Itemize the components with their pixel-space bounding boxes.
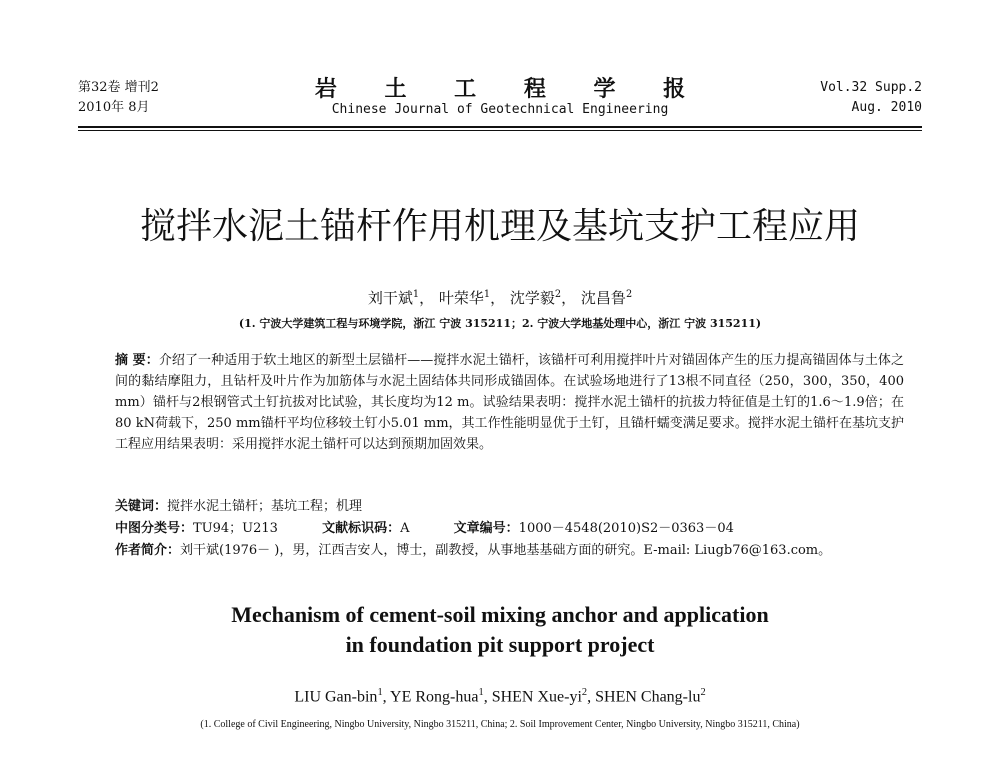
classification-line [115,519,904,539]
affiliation-cn: (1. 宁波大学建筑工程与环境学院，浙江 宁波 315211；2. 宁波大学地基处理中心，浙江 宁波 315211) [238,317,762,330]
volume-en: Vol.32 Supp.2 [820,80,922,95]
abstract-cn [115,350,904,455]
authors-en [0,683,1000,707]
clc-value: TU94；U213 [193,521,278,536]
author-en-1-sup: 1 [377,687,383,698]
author-en-1: LIU Gan-bin [294,688,378,706]
header-center [78,78,922,120]
author-en-3: SHEN Xue-yi [491,688,582,706]
paper-title-cn: 搅拌水泥土锚杆作用机理及基坑支护工程应用 [139,206,860,247]
author-separator: , [483,688,492,706]
author-en-2-sup: 1 [478,687,484,698]
author-separator: ， [490,289,506,307]
article-no-value: 1000－4548(2010)S2－0363－04 [518,521,734,536]
bio-text: 刘干斌(1976－ )，男，江西吉安人，博士，副教授，从事地基基础方面的研究。E-mail: Liugb76@163.com。 [180,543,832,558]
article-no-label: 文章编号： [453,521,519,536]
author-cn-4-sup: 2 [625,289,633,300]
paper-title-en [0,600,1000,660]
header-rule-thick [78,126,922,128]
header-right [820,78,922,118]
doc-code-label: 文献标识码： [322,521,401,536]
header-rule-thin [78,130,922,131]
author-separator: ， [419,289,435,307]
author-cn-1-sup: 1 [412,289,420,300]
authors-cn [0,284,1000,309]
title-en-line-1: Mechanism of cement-soil mixing anchor and application [231,602,769,627]
doc-code-value: A [400,521,410,536]
bio-label: 作者简介： [115,543,181,558]
author-cn-2: 叶荣华 [438,289,484,307]
clc-label: 中图分类号： [115,521,194,536]
author-en-4-sup: 2 [700,687,706,698]
author-cn-2-sup: 1 [483,289,491,300]
keywords-text: 搅拌水泥土锚杆；基坑工程；机理 [167,499,363,514]
journal-header [78,78,922,124]
author-separator: ， [561,289,577,307]
title-en-line-2: in foundation pit support project [345,632,655,657]
author-separator: , [382,688,391,706]
affiliation-en: (1. College of Civil Engineering, Ningbo University, Ningbo 315211, China; 2. Soil Improvement Center, Ningbo University, Ningbo 315211, China) [200,719,800,730]
author-cn-3-sup: 2 [554,289,562,300]
abstract-text: 介绍了一种适用于软土地区的新型土层锚杆——搅拌水泥土锚杆，该锚杆可利用搅拌叶片对锚固体产生的压力提高锚固体与土体之间的黏结摩阻力，且钻杆及叶片作为加筋体与水泥土固结体共同形成锚固体。在试验场地进行了13根不同直径（250，300，350，400 mm）锚杆与2根钢管式土钉抗拔对比试验，其长度均为12 m。试验结果表明：搅拌水泥土锚杆的抗拔力特征值是土钉的1.6～1.9倍；在80 kN荷载下，250 mm锚杆平均位移较土钉小5.01 mm，其工作性能明显优于土钉，且锚杆蠕变满足要求。搅拌水泥土锚杆在基坑支护工程应用结果表明：采用搅拌水泥土锚杆可以达到预期加固效果。 [115,353,904,452]
author-bio [115,541,904,561]
author-separator: , [587,688,596,706]
author-cn-4: 沈昌鲁 [580,289,626,307]
date-en: Aug. 2010 [851,100,922,115]
journal-name-cn: 岩 土 工 程 学 报 [314,76,706,102]
volume-cn: 第32卷 增刊2 [78,80,159,95]
author-en-4: SHEN Chang-lu [595,688,701,706]
author-cn-3: 沈学毅 [509,289,555,307]
keywords-label: 关键词： [115,499,168,514]
abstract-label: 摘 要： [115,353,159,368]
author-en-3-sup: 2 [581,687,588,698]
keywords [115,497,904,517]
date-cn: 2010年 8月 [78,100,150,115]
journal-name-en: Chinese Journal of Geotechnical Engineering [331,102,669,117]
author-en-2: YE Rong-hua [390,688,479,706]
author-cn-1: 刘干斌 [367,289,413,307]
